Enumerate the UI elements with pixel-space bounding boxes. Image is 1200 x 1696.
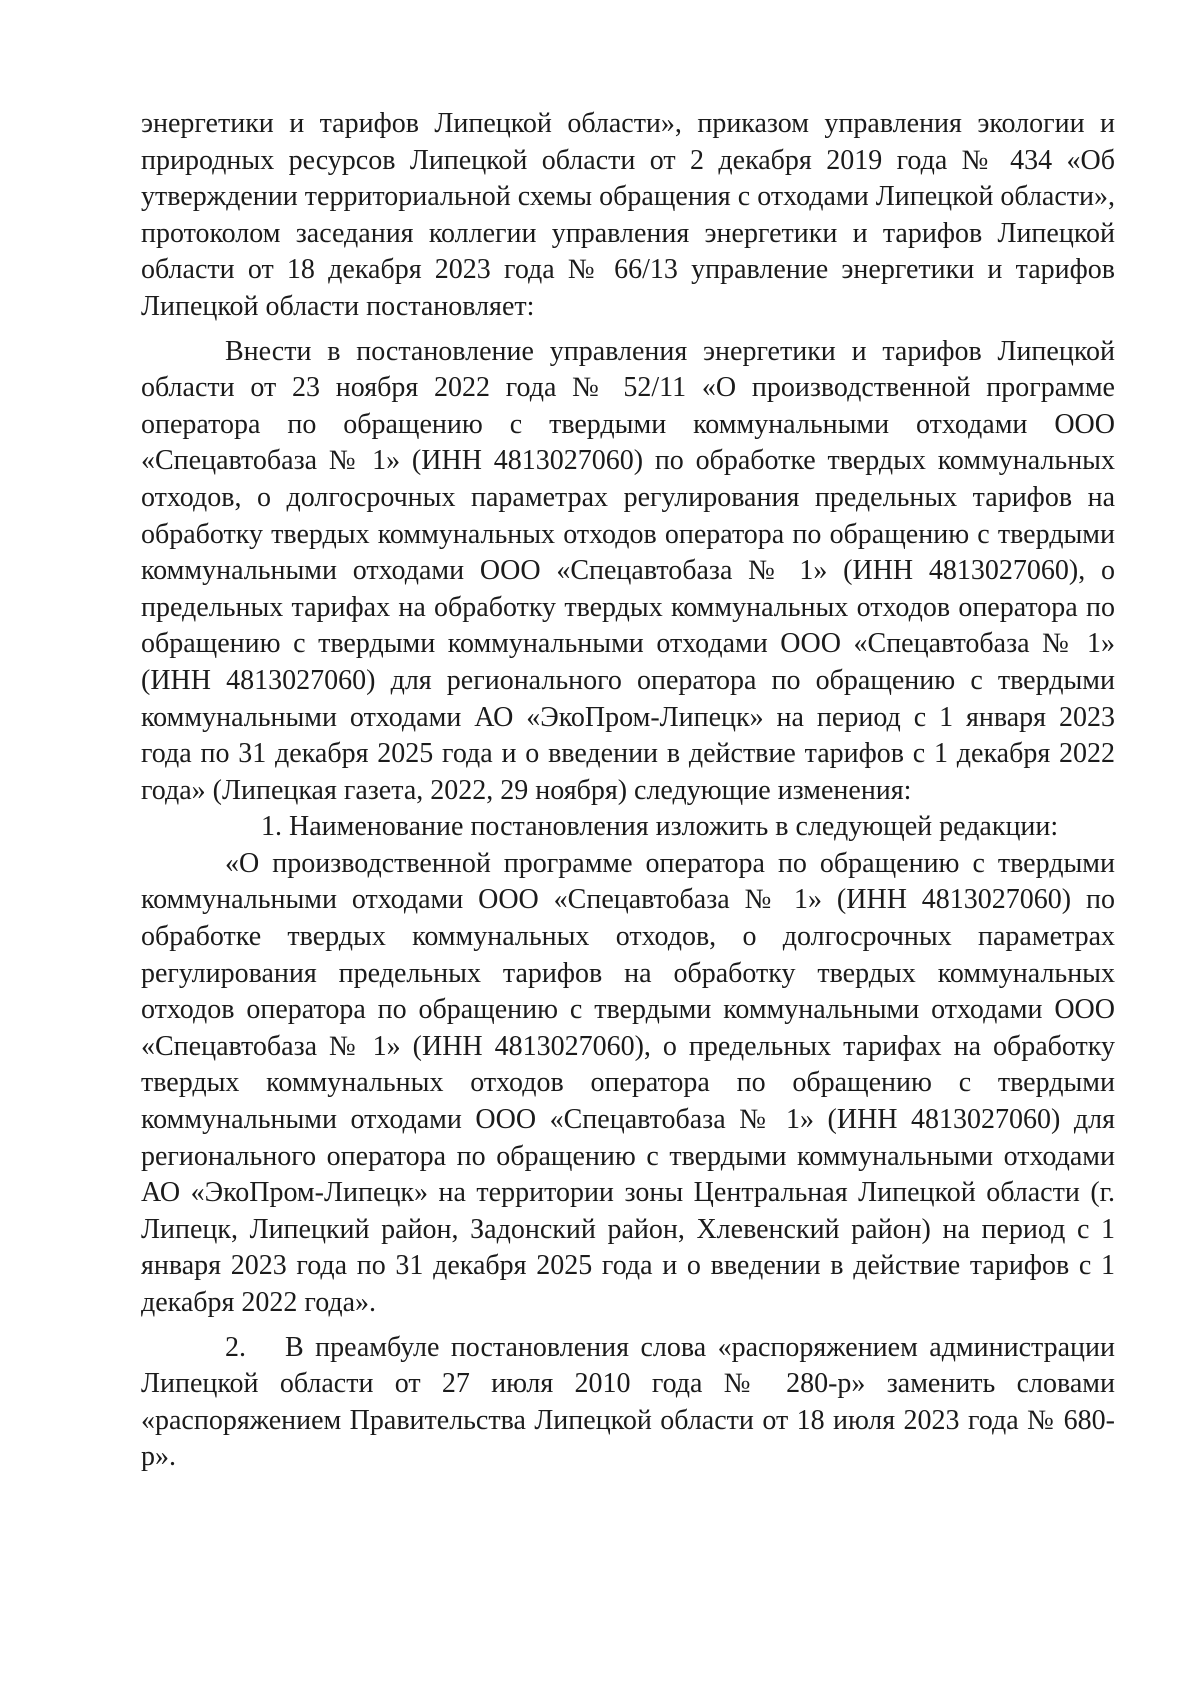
document-text <box>141 106 1115 1476</box>
preamble-paragraph: энергетики и тарифов Липецкой области», приказом управления экологии и природных ресурсов Липецкой области от 2 декабря 2019 года № 434 «Об утверждении территориальной схемы обращения с отходами Липецкой области», протоколом заседания коллегии управления энергетики и тарифов Липецкой области от 18 декабря 2023 года № 66/13 управление энергетики и тарифов Липецкой области постановляет: <box>141 108 1115 322</box>
amendment-paragraph: Внести в постановление управления энергетики и тарифов Липецкой области от 23 ноября 2022 года № 52/11 «О производственной программе оператора по обращению с твердыми коммунальными отходами ООО «Спецавтобаза № 1» (ИНН 4813027060) по обработке твердых коммунальных отходов, о долгосрочных параметрах регулирования предельных тарифов на обработку твердых коммунальных отходов оператора по обращению с твердыми коммунальными отходами ООО «Спецавтобаза № 1» (ИНН 4813027060), о предельных тарифах на обработку твердых коммунальных отходов оператора по обращению с твердыми коммунальными отходами ООО «Спецавтобаза № 1» (ИНН 4813027060) для регионального оператора по обращению с твердыми коммунальными отходами АО «ЭкоПром-Липецк» на период с 1 января 2023 года по 31 декабря 2025 года и о введении в действие тарифов с 1 декабря 2022 года» (Липецкая газета, 2022, 29 ноября) следующие изменения: <box>141 335 1115 806</box>
item-1-heading: 1. Наименование постановления изложить в следующей редакции: <box>261 811 1059 843</box>
item-2-text: В преамбуле постановления слова «распоряжением администрации Липецкой области от 27 июля 2010 года № 280-р» заменить словами «распоряжением Правительства Липецкой области от 18 июля 2023 года № 680-р». <box>141 1331 1115 1473</box>
item-1-new-title: «О производственной программе оператора по обращению с твердыми коммунальными отходами ООО «Спецавтобаза № 1» (ИНН 4813027060) по обработке твердых коммунальных отходов, о долгосрочных параметрах регулирования предельных тарифов на обработку твердых коммунальных отходов оператора по обращению с твердыми коммунальными отходами ООО «Спецавтобаза № 1» (ИНН 4813027060), о предельных тарифах на обработку твердых коммунальных отходов оператора по обращению с твердыми коммунальными отходами ООО «Спецавтобаза № 1» (ИНН 4813027060) для регионального оператора по обращению с твердыми коммунальными отходами АО «ЭкоПром-Липецк» на территории зоны Центральная Липецкой области (г. Липецк, Липецкий район, Задонский район, Хлевенский район) на период с 1 января 2023 года по 31 декабря 2025 года и о введении в действие тарифов с 1 декабря 2022 года». <box>141 847 1115 1318</box>
item-2-paragraph <box>141 1330 1115 1476</box>
item-2-number: 2. <box>225 1331 246 1363</box>
